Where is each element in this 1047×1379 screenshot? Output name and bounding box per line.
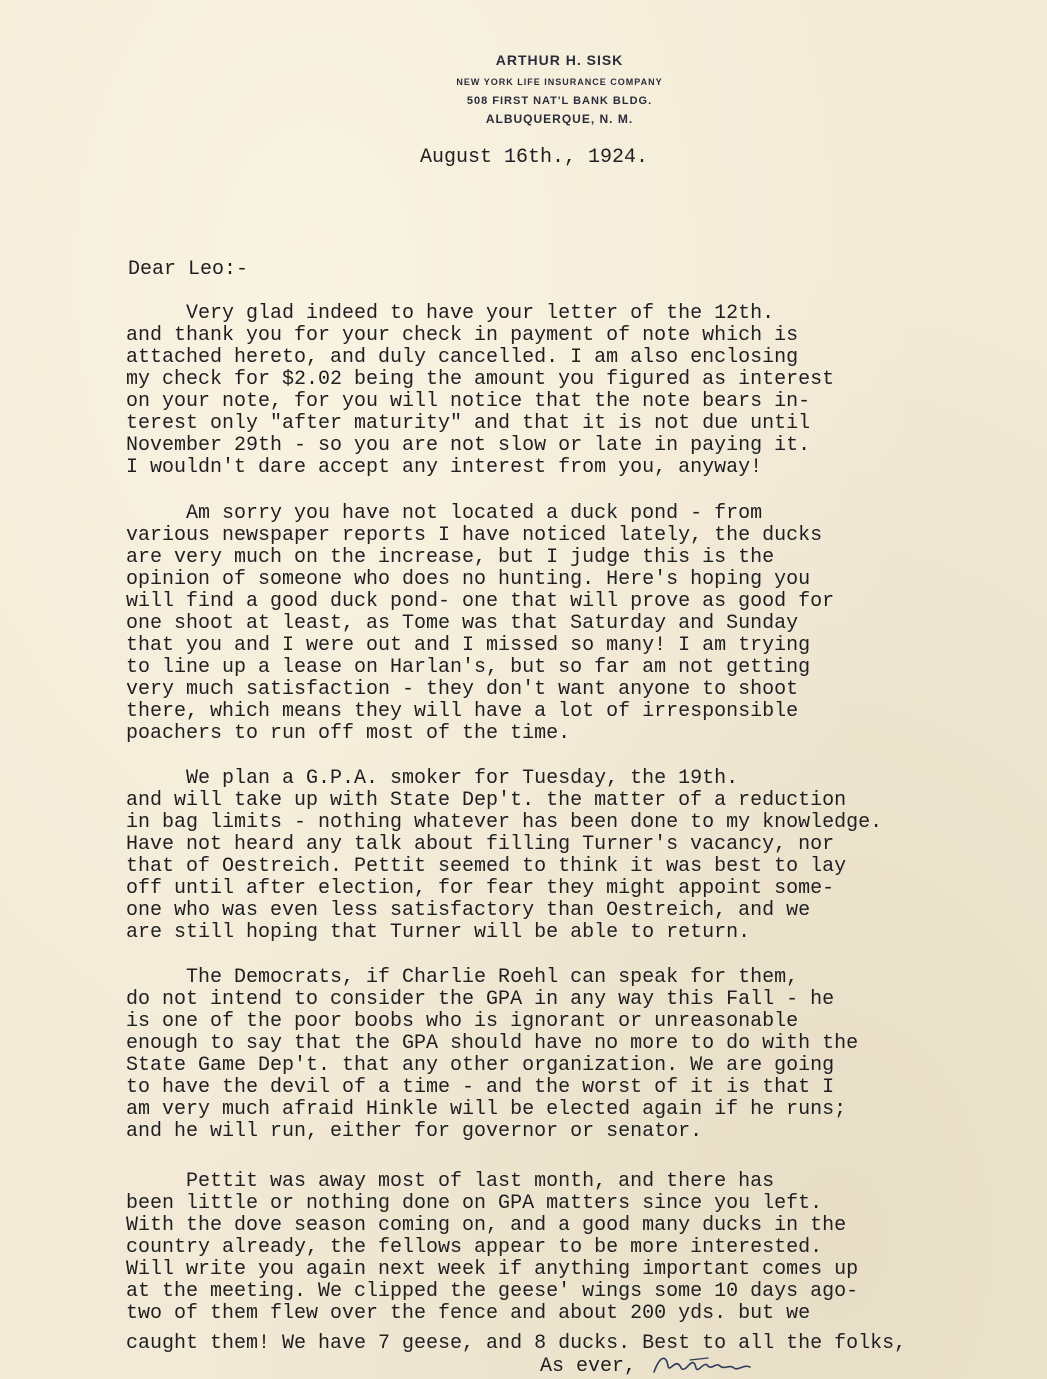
paragraph-line: on your note, for you will notice that the note bears in- [126, 390, 811, 413]
paragraph-line: one who was even less satisfactory than Oestreich, and we [126, 899, 811, 922]
paragraph-line: been little or nothing done on GPA matters since you left. [126, 1192, 823, 1215]
paragraph-line: off until after election, for fear they might appoint some- [126, 877, 835, 900]
paragraph-line: The Democrats, if Charlie Roehl can speak for them, [126, 966, 799, 989]
letter-date: August 16th., 1924. [420, 146, 649, 169]
paragraph-line: is one of the poor boobs who is ignorant or unreasonable [126, 1010, 799, 1033]
signoff: As ever, [540, 1355, 637, 1378]
paragraph-5 [126, 1171, 858, 1325]
paragraph-line: Am sorry you have not located a duck pond - from [126, 502, 763, 525]
paragraph-line: and will take up with State Dep't. the matter of a reduction [126, 789, 847, 812]
paragraph-line: and he will run, either for governor or senator. [126, 1120, 703, 1143]
paragraph-line: that you and I were out and I missed so many! I am trying [126, 634, 811, 657]
paragraph-line: We plan a G.P.A. smoker for Tuesday, the 19th. [126, 767, 739, 790]
paragraph-2 [126, 503, 834, 745]
salutation: Dear Leo:- [128, 258, 249, 281]
paragraph-1 [126, 303, 834, 479]
paragraph-line: two of them flew over the fence and about 200 yds. but we [126, 1302, 811, 1325]
paragraph-line: are still hoping that Turner will be able to return. [126, 921, 751, 944]
paragraph-line: various newspaper reports I have noticed lately, the ducks [126, 524, 823, 547]
paragraph-line: Very glad indeed to have your letter of the 12th. [126, 302, 775, 325]
handwritten-signature [650, 1352, 770, 1378]
paragraph-line: State Game Dep't. that any other organization. We are going [126, 1054, 835, 1077]
paragraph-line: are very much on the increase, but I judge this is the [126, 546, 775, 569]
closing-line: caught them! We have 7 geese, and 8 ducks. Best to all the folks, [126, 1332, 907, 1355]
paragraph-line: at the meeting. We clipped the geese' wings some 10 days ago- [126, 1280, 859, 1303]
paragraph-line: November 29th - so you are not slow or late in paying it. [126, 434, 811, 457]
paragraph-line: that of Oestreich. Pettit seemed to think it was best to lay [126, 855, 847, 878]
paragraph-line: my check for $2.02 being the amount you figured as interest [126, 368, 835, 391]
paragraph-line: there, which means they will have a lot of irresponsible [126, 700, 799, 723]
paragraph-line: poachers to run off most of the time. [126, 722, 571, 745]
paragraph-line: to line up a lease on Harlan's, but so far am not getting [126, 656, 811, 679]
paragraph-line: country already, the fellows appear to be more interested. [126, 1236, 823, 1259]
paragraph-line: to have the devil of a time - and the worst of it is that I [126, 1076, 835, 1099]
paragraph-line: will find a good duck pond- one that will prove as good for [126, 590, 835, 613]
letterhead-city: ALBUQUERQUE, N. M. [485, 112, 634, 126]
paragraph-line: opinion of someone who does no hunting. Here's hoping you [126, 568, 811, 591]
paragraph-line: I wouldn't dare accept any interest from you, anyway! [126, 456, 763, 479]
paragraph-line: Pettit was away most of last month, and there has [126, 1170, 775, 1193]
paragraph-line: in bag limits - nothing whatever has been done to my knowledge. [126, 811, 883, 834]
paragraph-line: one shoot at least, as Tome was that Saturday and Sunday [126, 612, 799, 635]
paragraph-line: enough to say that the GPA should have no more to do with the [126, 1032, 859, 1055]
paragraph-3 [126, 768, 882, 944]
paragraph-line: am very much afraid Hinkle will be elected again if he runs; [126, 1098, 847, 1121]
paragraph-line: Have not heard any talk about filling Turner's vacancy, nor [126, 833, 835, 856]
letterhead-company: NEW YORK LIFE INSURANCE COMPANY [456, 77, 663, 87]
paragraph-line: With the dove season coming on, and a good many ducks in the [126, 1214, 847, 1237]
paragraph-line: and thank you for your check in payment of note which is [126, 324, 799, 347]
paragraph-line: very much satisfaction - they don't want anyone to shoot [126, 678, 799, 701]
letterhead-building: 508 FIRST NAT'L BANK BLDG. [466, 95, 653, 107]
paragraph-4 [126, 967, 858, 1143]
paragraph-line: do not intend to consider the GPA in any way this Fall - he [126, 988, 835, 1011]
paragraph-line: terest only "after maturity" and that it is not due until [126, 412, 811, 435]
paragraph-line: attached hereto, and duly cancelled. I am also enclosing [126, 346, 799, 369]
paragraph-line: Will write you again next week if anything important comes up [126, 1258, 859, 1281]
letterhead-name: ARTHUR H. SISK [495, 52, 624, 68]
